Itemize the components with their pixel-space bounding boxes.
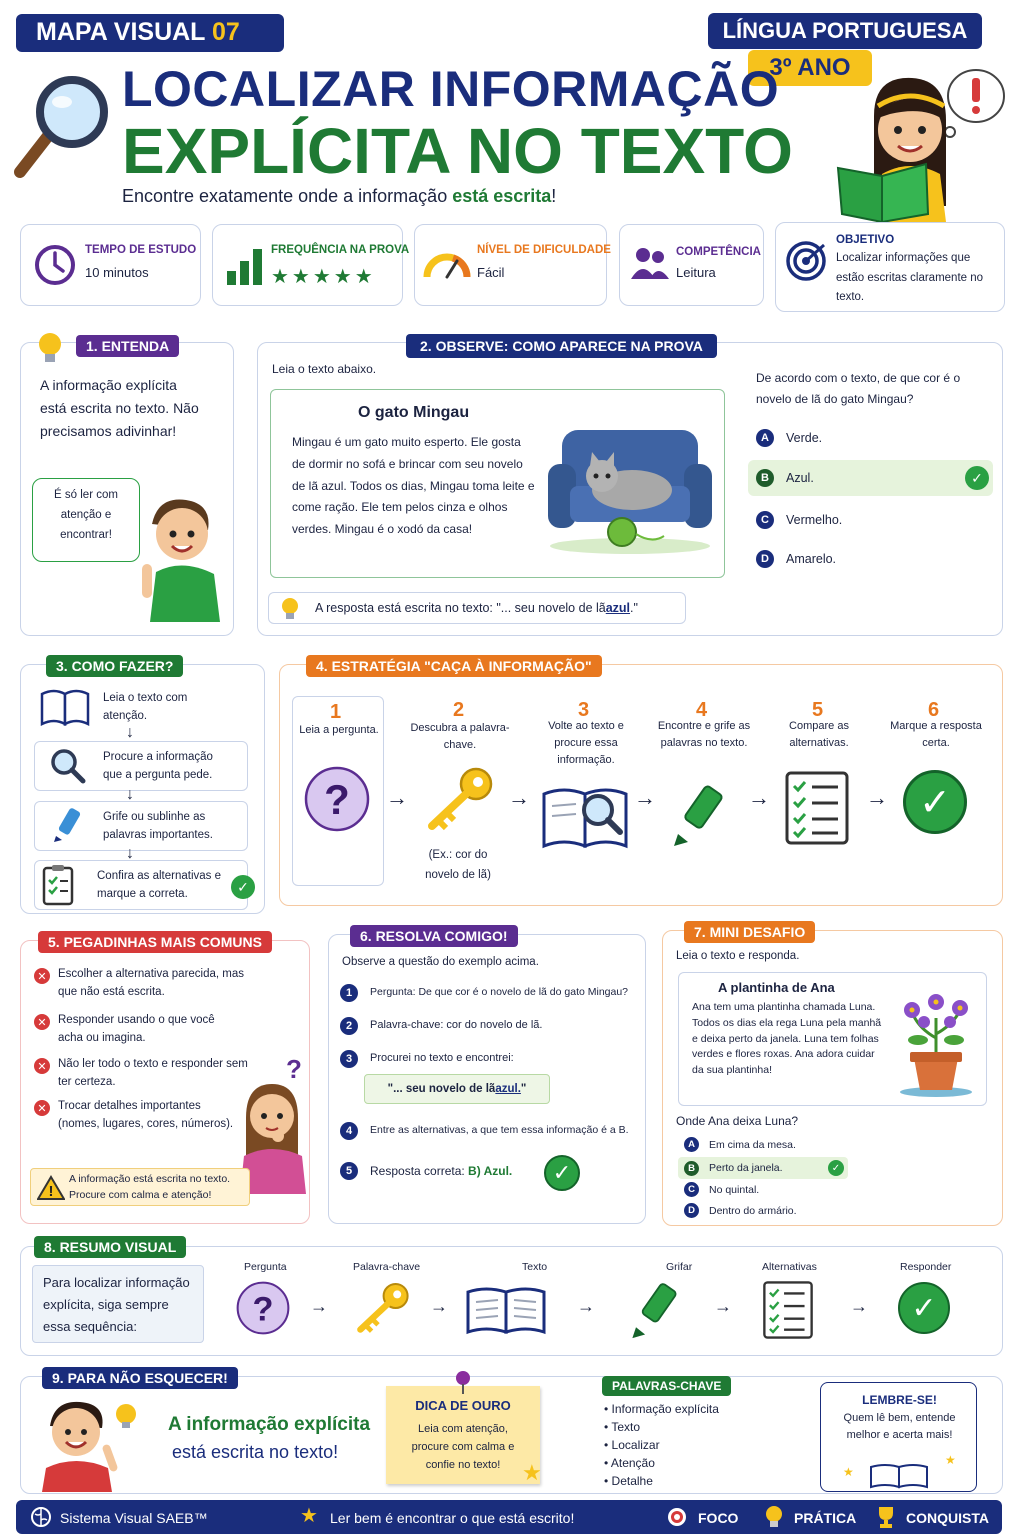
target-icon: [666, 1506, 688, 1528]
footer-item-focus: FOCO: [698, 1510, 739, 1526]
cat-on-sofa-illustration: [542, 420, 718, 556]
lightbulb-icon: [764, 1505, 784, 1529]
remember-text: Quem lê bem, entende melhor e acerta mais!: [843, 1412, 956, 1442]
option-text: Azul.: [786, 471, 814, 485]
checklist-icon: [784, 770, 850, 846]
option-text: Dentro do armário.: [709, 1204, 797, 1217]
option-letter: B: [756, 469, 774, 487]
warning-text: A informação está escrita no texto. Procure com calma e atenção!: [69, 1173, 231, 1201]
objective-text: Localizar informações que estão escritas claramente no texto.: [836, 252, 984, 304]
brain-icon: [30, 1506, 52, 1528]
golden-tip-note: [386, 1386, 540, 1484]
subject-badge: LÍNGUA PORTUGUESA: [708, 13, 982, 49]
found-quote-box: [364, 1074, 550, 1104]
solve-step-2: [340, 1017, 542, 1035]
option-text: Em cima da mesa.: [709, 1138, 796, 1151]
arrow-right-icon: →: [866, 785, 888, 810]
step-number-circle: 3: [340, 1050, 358, 1068]
people-icon: [630, 245, 670, 283]
arrow-down-icon: ↓: [126, 845, 134, 862]
step-number: 1: [330, 701, 342, 723]
how-step-3: Grife ou sublinhe as palavras importantes.: [103, 811, 213, 841]
tip-part-c: .": [630, 601, 638, 615]
keyword-item: • Localizar: [604, 1438, 660, 1452]
solve-step-text: Pergunta: De que cor é o novelo de lã do gato Mingau?: [370, 986, 629, 998]
understand-text: A informação explícita está escrita no texto. Não precisamos adivinhar!: [40, 377, 199, 440]
observe-question: De acordo com o texto, de que cor é o novelo de lã do gato Mingau?: [756, 371, 961, 406]
summary-step-label: Alternativas: [762, 1261, 817, 1273]
info-card-study-time: [20, 224, 201, 306]
boy-idea-illustration: [36, 1394, 146, 1492]
check-icon: ✓: [965, 466, 989, 490]
check-icon: ✓: [231, 875, 255, 899]
summary-step-label: Grifar: [666, 1261, 693, 1273]
remember-title: LEMBRE-SE!: [862, 1393, 937, 1407]
step-number: 6: [928, 699, 940, 721]
green-marker-icon: [626, 1280, 686, 1340]
info-card-objective: [775, 222, 1005, 312]
arrow-right-icon: →: [748, 785, 770, 810]
section-title: 6. RESOLVA COMIGO!: [350, 925, 518, 947]
info-card-value: Leitura: [676, 265, 716, 280]
step-number-circle: 1: [340, 984, 358, 1002]
info-card-label: COMPETÊNCIA: [676, 246, 761, 258]
arrow-right-icon: →: [850, 1296, 868, 1316]
info-card-label: TEMPO DE ESTUDO: [85, 244, 197, 256]
warning-icon: [37, 1175, 65, 1201]
option-letter: D: [684, 1203, 699, 1218]
option-letter: B: [684, 1161, 699, 1176]
potted-plant-illustration: [894, 988, 978, 1098]
option-text: Verde.: [786, 431, 823, 445]
challenge-instruction: Leia o texto e responda.: [676, 950, 800, 962]
info-card-competence: [619, 224, 764, 306]
answer-label: Resposta correta:: [370, 1164, 469, 1178]
stars-rating: ★★★★★: [271, 266, 376, 288]
how-step-4: Confira as alternativas e marque a correta.: [97, 870, 222, 900]
girl-reading-illustration: [834, 56, 1014, 222]
step-note: (Ex.: cor do novelo de lã): [425, 849, 491, 881]
challenge-story: Ana tem uma plantinha chamada Luna. Todos os dias ela rega Luna pela manhã e deixa perto da janela. Luna tem folhas verdes e flores roxas. Ana adora cuidar da sua plantinha!: [692, 1001, 882, 1076]
solve-step-1: [340, 984, 650, 1002]
svg-text:?: ?: [252, 1290, 274, 1329]
step-number-circle: 2: [340, 1017, 358, 1035]
star-icon: ★: [945, 1453, 956, 1467]
check-icon: ✓: [898, 1282, 950, 1334]
option-c[interactable]: [756, 510, 842, 530]
step-text: Encontre e grife as palavras no texto.: [657, 720, 751, 750]
summary-step-label: Pergunta: [244, 1261, 287, 1273]
option-letter: A: [756, 429, 774, 447]
arrow-right-icon: →: [310, 1296, 328, 1316]
info-card-difficulty: [414, 224, 611, 306]
check-icon: ✓: [903, 770, 967, 834]
keyword-item: • Texto: [604, 1420, 641, 1434]
step-number: 2: [453, 699, 465, 721]
page-title-line1: LOCALIZAR INFORMAÇÃO: [122, 61, 780, 117]
story-text: Mingau é um gato muito esperto. Ele gosta de dormir no sofá e brincar com seu novelo de lã azul. Todos os dias, Mingau toma leite e come ração. Ele tem pelos cinza e olhos verdes. Mingau é o xodó da casa!: [292, 435, 535, 537]
how-step-2: Procure a informação que a pergunta pede.: [103, 751, 213, 781]
pushpin-icon: [452, 1370, 474, 1396]
summary-text-box: [32, 1265, 204, 1343]
solve-step-text: Procurei no texto e encontrei:: [370, 1052, 514, 1064]
solve-step-4: [340, 1122, 650, 1140]
svg-text:?: ?: [286, 1054, 302, 1084]
info-card-label: OBJETIVO: [836, 234, 895, 246]
summary-step-label: Responder: [900, 1261, 952, 1273]
keywords-list: [604, 1400, 719, 1490]
footer-brand: Sistema Visual SAEB™: [60, 1510, 208, 1526]
subtitle-part-c: !: [551, 186, 557, 206]
page-title-line2: EXPLÍCITA NO TEXTO: [122, 115, 793, 187]
lightbulb-icon: [34, 330, 66, 366]
book-search-icon: [540, 784, 630, 852]
golden-tip-text: Leia com atenção, procure com calma e confie no texto!: [411, 1423, 515, 1472]
option-letter: C: [684, 1182, 699, 1197]
arrow-right-icon: →: [714, 1296, 732, 1316]
section-title: 2. OBSERVE: COMO APARECE NA PROVA: [406, 334, 717, 358]
option-letter: C: [756, 511, 774, 529]
option-text: Vermelho.: [786, 513, 843, 527]
grade-badge: 3º ANO: [748, 50, 872, 86]
key-icon: [424, 766, 494, 832]
arrow-right-icon: →: [577, 1296, 595, 1316]
subtitle-part-a: Encontre exatamente onde a informação: [122, 186, 453, 206]
book-icon: [869, 1463, 929, 1489]
pitfall-item: Trocar detalhes importantes (nomes, lugares, cores, números).: [58, 1100, 234, 1130]
option-d[interactable]: [756, 549, 836, 569]
golden-tip-title: DICA DE OURO: [415, 1398, 511, 1413]
x-icon: ✕: [34, 1100, 50, 1116]
question-mark-icon: [236, 1281, 290, 1335]
x-icon: ✕: [34, 1014, 50, 1030]
warning-box: [30, 1168, 250, 1206]
gauge-icon: [423, 245, 471, 281]
pitfall-item: Escolher a alternativa parecida, mas que não está escrita.: [58, 968, 245, 998]
section-title: 5. PEGADINHAS MAIS COMUNS: [38, 931, 272, 953]
boy-pointing-illustration: [138, 494, 224, 622]
observe-instruction: Leia o texto abaixo.: [272, 362, 377, 376]
option-text: Perto da janela.: [709, 1162, 783, 1174]
step-text: Descubra a palavra-chave.: [410, 722, 510, 752]
svg-text:!: !: [48, 1183, 54, 1200]
quote-part-c: ": [520, 1083, 527, 1095]
step-number: 3: [578, 699, 590, 721]
step-number: 5: [812, 699, 824, 721]
quote-part-a: "... seu novelo de lã: [387, 1083, 496, 1095]
option-letter: A: [684, 1137, 699, 1152]
section-title: 8. RESUMO VISUAL: [34, 1236, 186, 1258]
section-title: 4. ESTRATÉGIA "CAÇA À INFORMAÇÃO": [306, 655, 602, 677]
solve-step-text: Palavra-chave: cor do novelo de lã.: [370, 1019, 543, 1031]
magnifier-icon: [8, 72, 112, 182]
step-text: Compare as alternativas.: [789, 720, 849, 750]
page-subtitle: [122, 186, 556, 207]
step-number-circle: 5: [340, 1162, 358, 1180]
green-marker-icon: [670, 782, 730, 848]
step-number: 4: [696, 699, 708, 721]
option-text: Amarelo.: [786, 552, 837, 566]
keyword-item: • Atenção: [604, 1456, 655, 1470]
section-title: 3. COMO FAZER?: [46, 655, 183, 677]
subtitle-highlight: está escrita: [452, 186, 552, 206]
solve-intro: Observe a questão do exemplo acima.: [342, 956, 539, 968]
section-title: 1. ENTENDA: [76, 335, 179, 357]
summary-text: Para localizar informação explícita, siga sempre essa sequência:: [43, 1275, 190, 1335]
arrow-down-icon: ↓: [126, 724, 134, 741]
section-title: 9. PARA NÃO ESQUECER!: [42, 1367, 238, 1389]
option-text: No quintal.: [709, 1183, 760, 1196]
step-number-circle: 4: [340, 1122, 358, 1140]
how-step-1: Leia o texto com atenção.: [103, 692, 188, 722]
info-card-value: Fácil: [477, 265, 505, 280]
challenge-story-title: A plantinha de Ana: [718, 980, 835, 995]
question-mark-icon: [304, 766, 370, 832]
map-badge: [16, 14, 284, 52]
challenge-option-d[interactable]: [684, 1203, 797, 1218]
check-icon: ✓: [544, 1155, 580, 1191]
tip-part-a: A resposta está escrita no texto: "... seu novelo de lã: [315, 601, 606, 615]
remember-main-line1: A informação explícita: [168, 1414, 371, 1435]
step-text: Marque a resposta certa.: [890, 720, 982, 750]
x-icon: ✕: [34, 968, 50, 984]
challenge-option-a[interactable]: [684, 1137, 796, 1152]
pitfall-item: Responder usando o que você acha ou imagina.: [58, 1014, 215, 1044]
speech-bubble: [32, 478, 140, 562]
option-a[interactable]: [756, 428, 822, 448]
footer-item-achievement: CONQUISTA: [906, 1510, 989, 1526]
challenge-question: Onde Ana deixa Luna?: [676, 1114, 799, 1128]
summary-step-label: Palavra-chave: [353, 1261, 421, 1273]
summary-step-label: Texto: [522, 1261, 548, 1273]
option-b-correct[interactable]: [748, 460, 993, 496]
checklist-icon: [40, 864, 76, 906]
arrow-down-icon: ↓: [126, 786, 134, 803]
challenge-option-c[interactable]: [684, 1182, 759, 1197]
x-icon: ✕: [34, 1058, 50, 1074]
footer-slogan: Ler bem é encontrar o que está escrito!: [330, 1510, 575, 1526]
info-card-label: FREQUÊNCIA NA PROVA: [271, 244, 410, 256]
step-text: Volte ao texto e procure essa informação.: [548, 720, 624, 767]
info-card-value: 10 minutos: [85, 265, 149, 280]
bar-chart-icon: [225, 243, 265, 287]
star-icon: ★: [300, 1505, 318, 1527]
lightbulb-icon: [279, 597, 301, 621]
trophy-icon: [874, 1505, 898, 1529]
arrow-right-icon: →: [508, 785, 530, 810]
star-icon: ★: [522, 1460, 542, 1485]
arrow-right-icon: →: [634, 785, 656, 810]
star-icon: ★: [843, 1465, 854, 1479]
answer-value: B) Azul.: [468, 1164, 513, 1178]
thinking-girl-illustration: [240, 1054, 310, 1194]
target-icon: [784, 239, 828, 283]
svg-text:?: ?: [324, 776, 350, 823]
remember-main-line2: está escrita no texto!: [172, 1442, 339, 1462]
open-book-icon: [40, 688, 90, 726]
speech-bubble-text: É só ler com atenção e encontrar!: [54, 489, 118, 542]
arrow-right-icon: →: [430, 1296, 448, 1316]
map-badge-label: MAPA VISUAL: [36, 18, 205, 46]
keywords-title: PALAVRAS-CHAVE: [602, 1376, 731, 1396]
remember-box: [820, 1382, 977, 1492]
solve-step-5: [340, 1162, 512, 1180]
clock-icon: [33, 243, 77, 287]
info-card-label: NÍVEL DE DIFICULDADE: [477, 244, 611, 256]
section-title: 7. MINI DESAFIO: [684, 921, 815, 943]
keyword-item: • Detalhe: [604, 1474, 653, 1488]
solve-answer: [370, 1164, 512, 1178]
open-book-icon: [466, 1286, 546, 1336]
info-card-frequency: [212, 224, 410, 306]
story-title: O gato Mingau: [358, 404, 470, 421]
check-icon: ✓: [828, 1160, 844, 1176]
quote-highlight: azul.: [495, 1083, 521, 1095]
pitfall-item: Não ler todo o texto e responder sem ter certeza.: [58, 1058, 248, 1088]
search-icon: [50, 748, 86, 784]
keyword-item: • Informação explícita: [604, 1402, 719, 1416]
tip-highlight: azul: [605, 601, 631, 615]
footer-item-practice: PRÁTICA: [794, 1510, 857, 1526]
answer-tip-bar: [268, 592, 686, 624]
map-badge-number: 07: [211, 18, 240, 46]
option-letter: D: [756, 550, 774, 568]
step-text: Leia a pergunta.: [299, 724, 379, 736]
highlighter-icon: [50, 806, 84, 844]
arrow-right-icon: →: [386, 785, 408, 810]
checklist-icon: [762, 1280, 814, 1340]
solve-step-3: [340, 1050, 514, 1068]
solve-step-text: Entre as alternativas, a que tem essa informação é a B.: [370, 1124, 629, 1136]
challenge-option-b-correct[interactable]: [678, 1157, 848, 1179]
key-icon: [354, 1280, 410, 1336]
